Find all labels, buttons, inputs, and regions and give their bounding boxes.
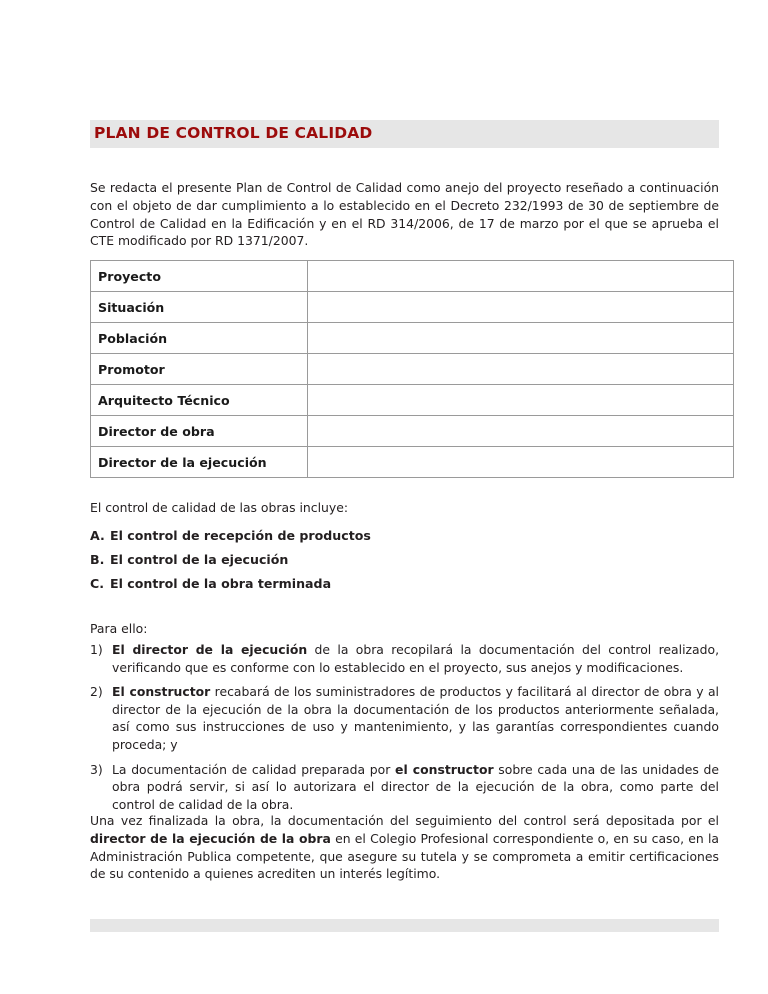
- list-item-label: El control de la ejecución: [110, 552, 289, 567]
- list-item: [90, 572, 719, 596]
- table-label-cell: Situación: [91, 292, 308, 323]
- list-item: [90, 683, 719, 753]
- list-item-text-before: La documentación de calidad preparada por: [112, 761, 396, 777]
- list-item: [90, 761, 719, 814]
- list-item-text-rest: recabará de los suministradores de productos y facilitará al director de obra y al director de la ejecución de la obra la documentación de los productos anteriormente señalada, así como sus instrucciones de uso y mantenimiento, y las garantías correspondientes cuando proceda; y: [112, 684, 720, 752]
- project-table-body: [91, 261, 734, 478]
- list-item-bold-lead: El constructor: [112, 684, 211, 700]
- list-item-text: [112, 683, 719, 753]
- closing-text-before: Una vez finalizada la obra, la documentación del seguimiento del control será depositada por el: [90, 813, 719, 829]
- table-label-cell: Proyecto: [91, 261, 308, 292]
- table-row: [91, 447, 734, 478]
- list-item: [90, 548, 719, 572]
- table-label-cell: Director de la ejecución: [91, 447, 308, 478]
- list-item: [90, 641, 719, 676]
- page-title: PLAN DE CONTROL DE CALIDAD: [94, 124, 373, 143]
- project-data-table: [90, 260, 734, 478]
- table-value-cell[interactable]: [308, 292, 734, 323]
- closing-bold-mid: director de la ejecución de la obra: [90, 830, 331, 846]
- closing-paragraph: [90, 812, 719, 882]
- list-item-text-rest: de la obra recopilará la documentación del control realizado, verificando que es conforme con lo establecido en el proyecto, sus anejos y modificaciones.: [112, 642, 720, 675]
- list-item-marker: 2): [90, 684, 103, 700]
- table-label-cell: Director de obra: [91, 416, 308, 447]
- scope-lead-line: El control de calidad de las obras incluye:: [90, 500, 348, 515]
- table-row: [91, 261, 734, 292]
- list-item-bold-lead: El director de la ejecución: [112, 642, 308, 657]
- list-item-marker: C.: [90, 576, 105, 591]
- closing-text-after: en el Colegio Profesional correspondiente o, en su caso, en la Administración Publica competente, que asegure su tutela y se comprometa a emitir certificaciones de su contenido a quienes acrediten un interés legítimo.: [90, 830, 719, 882]
- table-value-cell[interactable]: [308, 385, 734, 416]
- list-item-label: El control de recepción de productos: [110, 528, 371, 543]
- table-row: [91, 292, 734, 323]
- intro-paragraph: Se redacta el presente Plan de Control de Calidad como anejo del proyecto reseñado a continuación con el objeto de dar cumplimiento a lo establecido en el Decreto 232/1993 de 30 de septiembre de Control de Calidad en la Edificación y en el RD 314/2006, de 17 de marzo por el que se aprueba el CTE modificado por RD 1371/2007.: [90, 180, 719, 249]
- list-item-text: [112, 761, 719, 814]
- table-value-cell[interactable]: [308, 323, 734, 354]
- list-item-bold-mid: el constructor: [395, 761, 494, 777]
- list-item: [90, 524, 719, 548]
- table-row: [91, 385, 734, 416]
- table-row: [91, 323, 734, 354]
- list-item-marker: A.: [90, 528, 105, 543]
- table-value-cell[interactable]: [308, 447, 734, 478]
- footer-bar: [90, 919, 719, 932]
- table-row: [91, 354, 734, 385]
- table-label-cell: Arquitecto Técnico: [91, 385, 308, 416]
- list-item-label: El control de la obra terminada: [110, 576, 332, 591]
- list-item-text: [112, 641, 719, 676]
- procedure-list: [90, 641, 719, 820]
- table-value-cell[interactable]: [308, 416, 734, 447]
- scope-list: [90, 524, 719, 596]
- list-item-marker: B.: [90, 552, 105, 567]
- list-item-marker: 1): [90, 642, 103, 657]
- list-item-text-rest: sobre cada una de las unidades de obra podrá servir, si así lo autorizara el director de la ejecución de la obra, como parte del control de calidad de la obra.: [112, 761, 719, 812]
- table-value-cell[interactable]: [308, 261, 734, 292]
- document-title-banner: [90, 120, 719, 148]
- table-row: [91, 416, 734, 447]
- table-label-cell: Población: [91, 323, 308, 354]
- table-label-cell: Promotor: [91, 354, 308, 385]
- procedure-lead-line: Para ello:: [90, 621, 148, 636]
- list-item-marker: 3): [90, 761, 103, 777]
- table-value-cell[interactable]: [308, 354, 734, 385]
